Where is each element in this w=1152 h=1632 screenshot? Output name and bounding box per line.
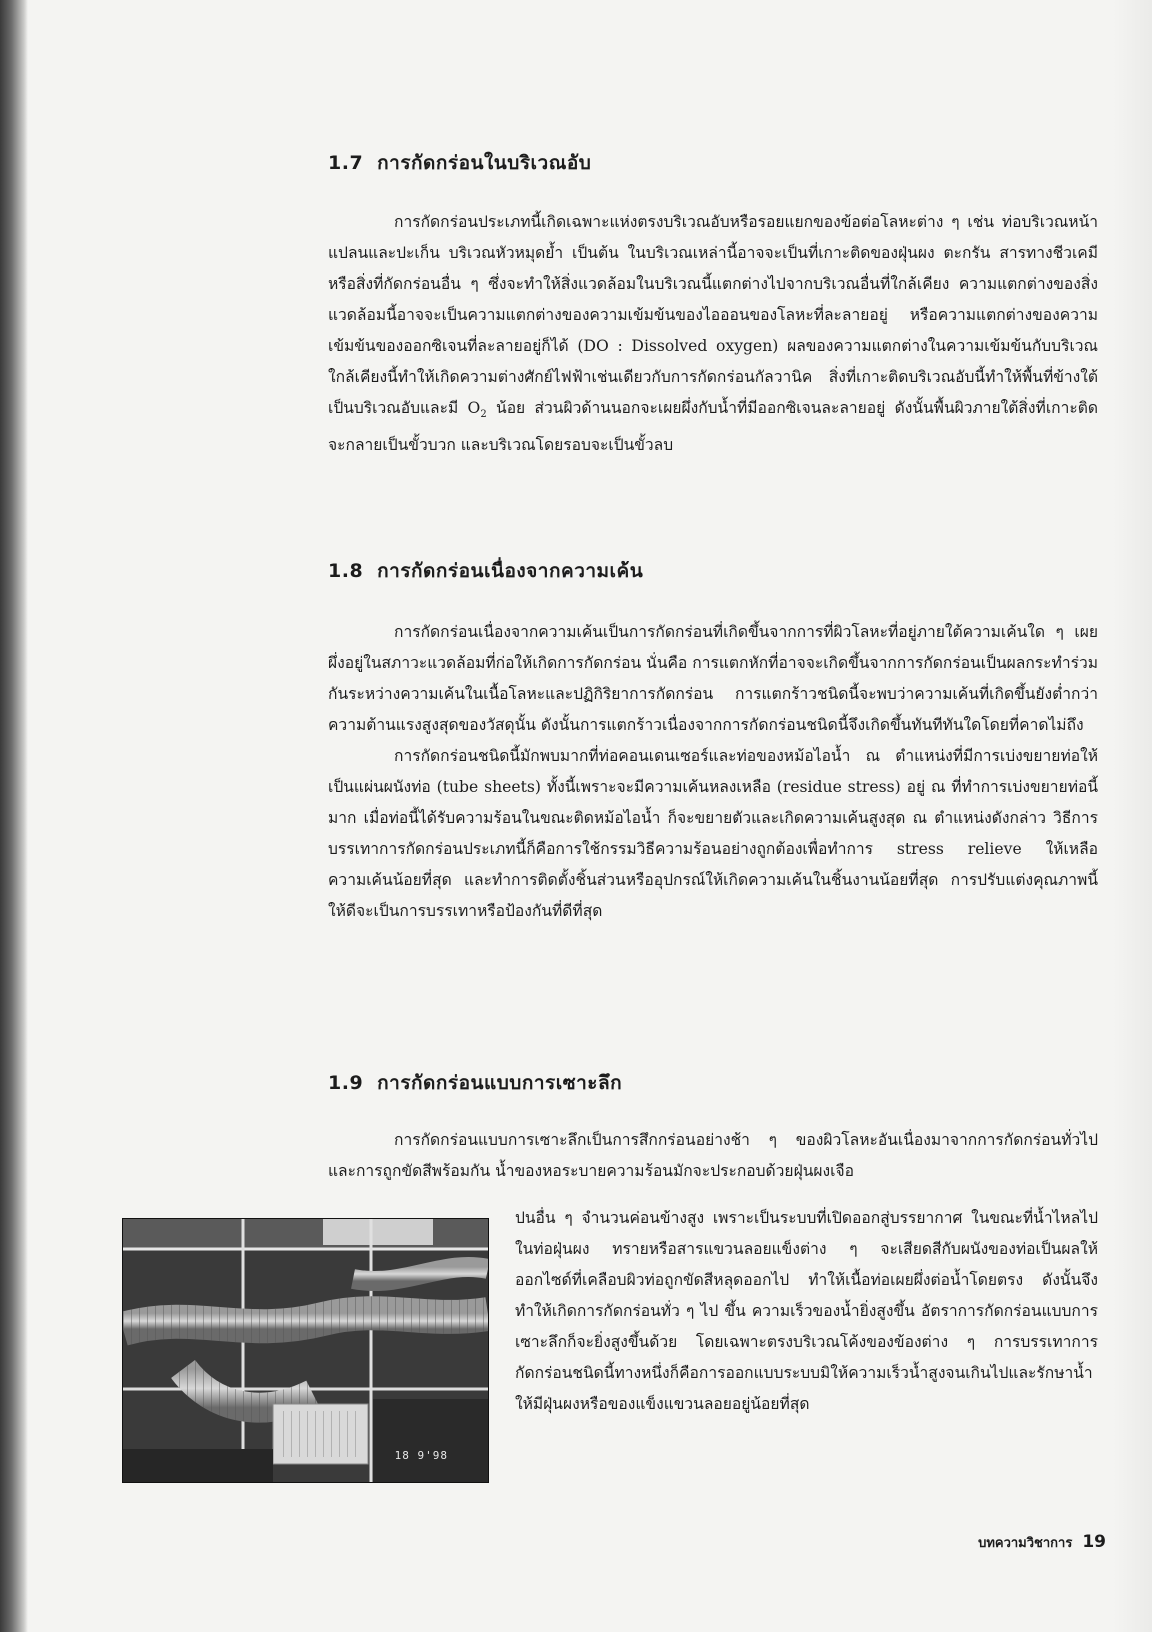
scan-shadow bbox=[1112, 0, 1152, 1632]
section-number: 1.8 bbox=[328, 560, 364, 582]
paragraph: การกัดกร่อนเนื่องจากความเค้นเป็นการกัดกร่อนที่เกิดขึ้นจากการที่ผิวโลหะที่อยู่ภายใต้ความเค้นใด ๆ เผยผึ่งอยู่ในสภาวะแวดล้อมที่ก่อให้เกิดการกัดกร่อน นั่นคือ การแตกหักที่อาจจะเกิดขึ้นจากการกัดกร่อนเป็นผลกระทำร่วมกันระหว่างความเค้นในเนื้อโลหะและปฏิกิริยาการกัดกร่อน การแตกร้าวชนิดนี้จะพบว่าความเค้นที่เกิดขึ้นยังต่ำกว่าความต้านแรงสูงสุดของวัสดุนั้น ดังนั้นการแตกร้าวเนื่องจากการกัดกร่อนชนิดนี้จึงเกิดขึ้นทันทีทันใดโดยที่คาดไม่ถึง bbox=[328, 623, 1098, 734]
section-heading-1-7 bbox=[328, 148, 591, 178]
section-number: 1.9 bbox=[328, 1072, 364, 1094]
section-heading-1-8 bbox=[328, 556, 643, 586]
section-title: การกัดกร่อนแบบการเซาะลึก bbox=[377, 1072, 623, 1094]
duct-photo bbox=[122, 1218, 489, 1483]
paragraph: ปนอื่น ๆ จำนวนค่อนข้างสูง เพราะเป็นระบบที่เปิดออกสู่บรรยากาศ ในขณะที่น้ำไหลไปในท่อฝุ่นผง ทรายหรือสารแขวนลอยแข็งต่าง ๆ จะเสียดสีกับผนังของท่อเป็นผลให้ออกไซด์ที่เคลือบผิวท่อถูกขัดสีหลุดออกไป ทำให้เนื้อท่อเผยผึ่งต่อน้ำโดยตรง ดังนั้นจึงทำให้เกิดการกัดกร่อนทั่ว ๆ ไป ขึ้น ความเร็วของน้ำยิ่งสูงขึ้น อัตราการกัดกร่อนแบบการเซาะลึกก็จะยิ่งสูงขึ้นด้วย โดยเฉพาะตรงบริเวณโค้งของข้องต่าง ๆ การบรรเทาการกัดกร่อนชนิดนี้ทางหนึ่งก็คือการออกแบบระบบมิให้ความเร็วน้ำสูงจนเกินไปและรักษาน้ำให้มีฝุ่นผงหรือของแข็งแขวนลอยอยู่น้อยที่สุด bbox=[515, 1209, 1098, 1413]
binding-edge bbox=[0, 0, 28, 1632]
page-number: 19 bbox=[1082, 1532, 1106, 1552]
page-footer bbox=[978, 1532, 1106, 1553]
photo-date-stamp: 18 9'98 bbox=[394, 1449, 448, 1462]
paragraph-text: การกัดกร่อนประเภทนี้เกิดเฉพาะแห่งตรงบริเวณอับหรือรอยแยกของข้อต่อโลหะต่าง ๆ เช่น ท่อบริเวณหน้าแปลนและปะเก็น บริเวณหัวหมุดย้ำ เป็นต้น ในบริเวณเหล่านี้อาจจะเป็นที่เกาะติดของฝุ่นผง ตะกรัน สารทางชีวเคมี หรือสิ่งที่กัดกร่อนอื่น ๆ ซึ่งจะทำให้สิ่งแวดล้อมในบริเวณนี้แตกต่างไปจากบริเวณอื่นที่ใกล้เคียง ความแตกต่างของสิ่งแวดล้อมนี้อาจจะเป็นความแตกต่างของความเข้มข้นของไอออนของโลหะที่ละลายอยู่ หรือความแตกต่างของความเข้มข้นของออกซิเจนที่ละลายอยู่ก็ได้ (DO : Dissolved oxygen) ผลของความแตกต่างในความเข้มข้นกับบริเวณใกล้เคียงนี้ทำให้เกิดความต่างศักย์ไฟฟ้าเช่นเดียวกับการกัดกร่อนกัลวานิค สิ่งที่เกาะติดบริเวณอับนี้ทำให้พื้นที่ข้างใต้เป็นบริเวณอับและมี O bbox=[328, 213, 1098, 417]
paragraph-text-cont: น้อย ส่วนผิวด้านนอกจะเผยผึ่งกับน้ำที่มีออกซิเจนละลายอยู่ ดังนั้นพื้นผิวภายใต้สิ่งที่เกาะติดจะกลายเป็นขั้วบวก และบริเวณโดยรอบจะเป็นขั้วลบ bbox=[328, 399, 1098, 454]
section-body-1-9-intro bbox=[328, 1125, 1098, 1187]
section-body-1-9-wrapped bbox=[515, 1203, 1098, 1420]
section-body-1-7 bbox=[328, 207, 1098, 461]
paragraph bbox=[328, 207, 1098, 461]
paragraph: การกัดกร่อนชนิดนี้มักพบมากที่ท่อคอนเดนเซอร์และท่อของหม้อไอน้ำ ณ ตำแหน่งที่มีการเบ่งขยายท่อให้เป็นแผ่นผนังท่อ (tube sheets) ทั้งนี้เพราะจะมีความเค้นหลงเหลือ (residue stress) อยู่ ณ ที่ทำการเบ่งขยายท่อนี้มาก เมื่อท่อนี้ได้รับความร้อนในขณะติดหม้อไอน้ำ ก็จะขยายตัวและเกิดความเค้นสูงสุด ณ ตำแหน่งดังกล่าว วิธีการบรรเทาการกัดกร่อนประเภทนี้ก็คือการใช้กรรมวิธีความร้อนอย่างถูกต้องเพื่อทำการ stress relieve ให้เหลือความเค้นน้อยที่สุด และทำการติดตั้งชิ้นส่วนหรืออุปกรณ์ให้เกิดความเค้นในชิ้นงานน้อยที่สุด การปรับแต่งคุณภาพนี้ให้ดีจะเป็นการบรรเทาหรือป้องกันที่ดีที่สุด bbox=[328, 747, 1098, 920]
footer-label: บทความวิชาการ bbox=[978, 1536, 1073, 1551]
paragraph: การกัดกร่อนแบบการเซาะลึกเป็นการสึกกร่อนอย่างช้า ๆ ของผิวโลหะอันเนื่องมาจากการกัดกร่อนทั่วไปและการถูกขัดสีพร้อมกัน น้ำของหอระบายความร้อนมักจะประกอบด้วยฝุ่นผงเจือ bbox=[328, 1131, 1098, 1180]
duct-photo-drawing bbox=[123, 1219, 488, 1482]
subscript: 2 bbox=[480, 409, 487, 420]
section-number: 1.7 bbox=[328, 152, 364, 174]
section-heading-1-9 bbox=[328, 1068, 622, 1098]
section-body-1-8 bbox=[328, 617, 1098, 927]
section-title: การกัดกร่อนเนื่องจากความเค้น bbox=[377, 560, 644, 582]
section-title: การกัดกร่อนในบริเวณอับ bbox=[377, 152, 592, 174]
